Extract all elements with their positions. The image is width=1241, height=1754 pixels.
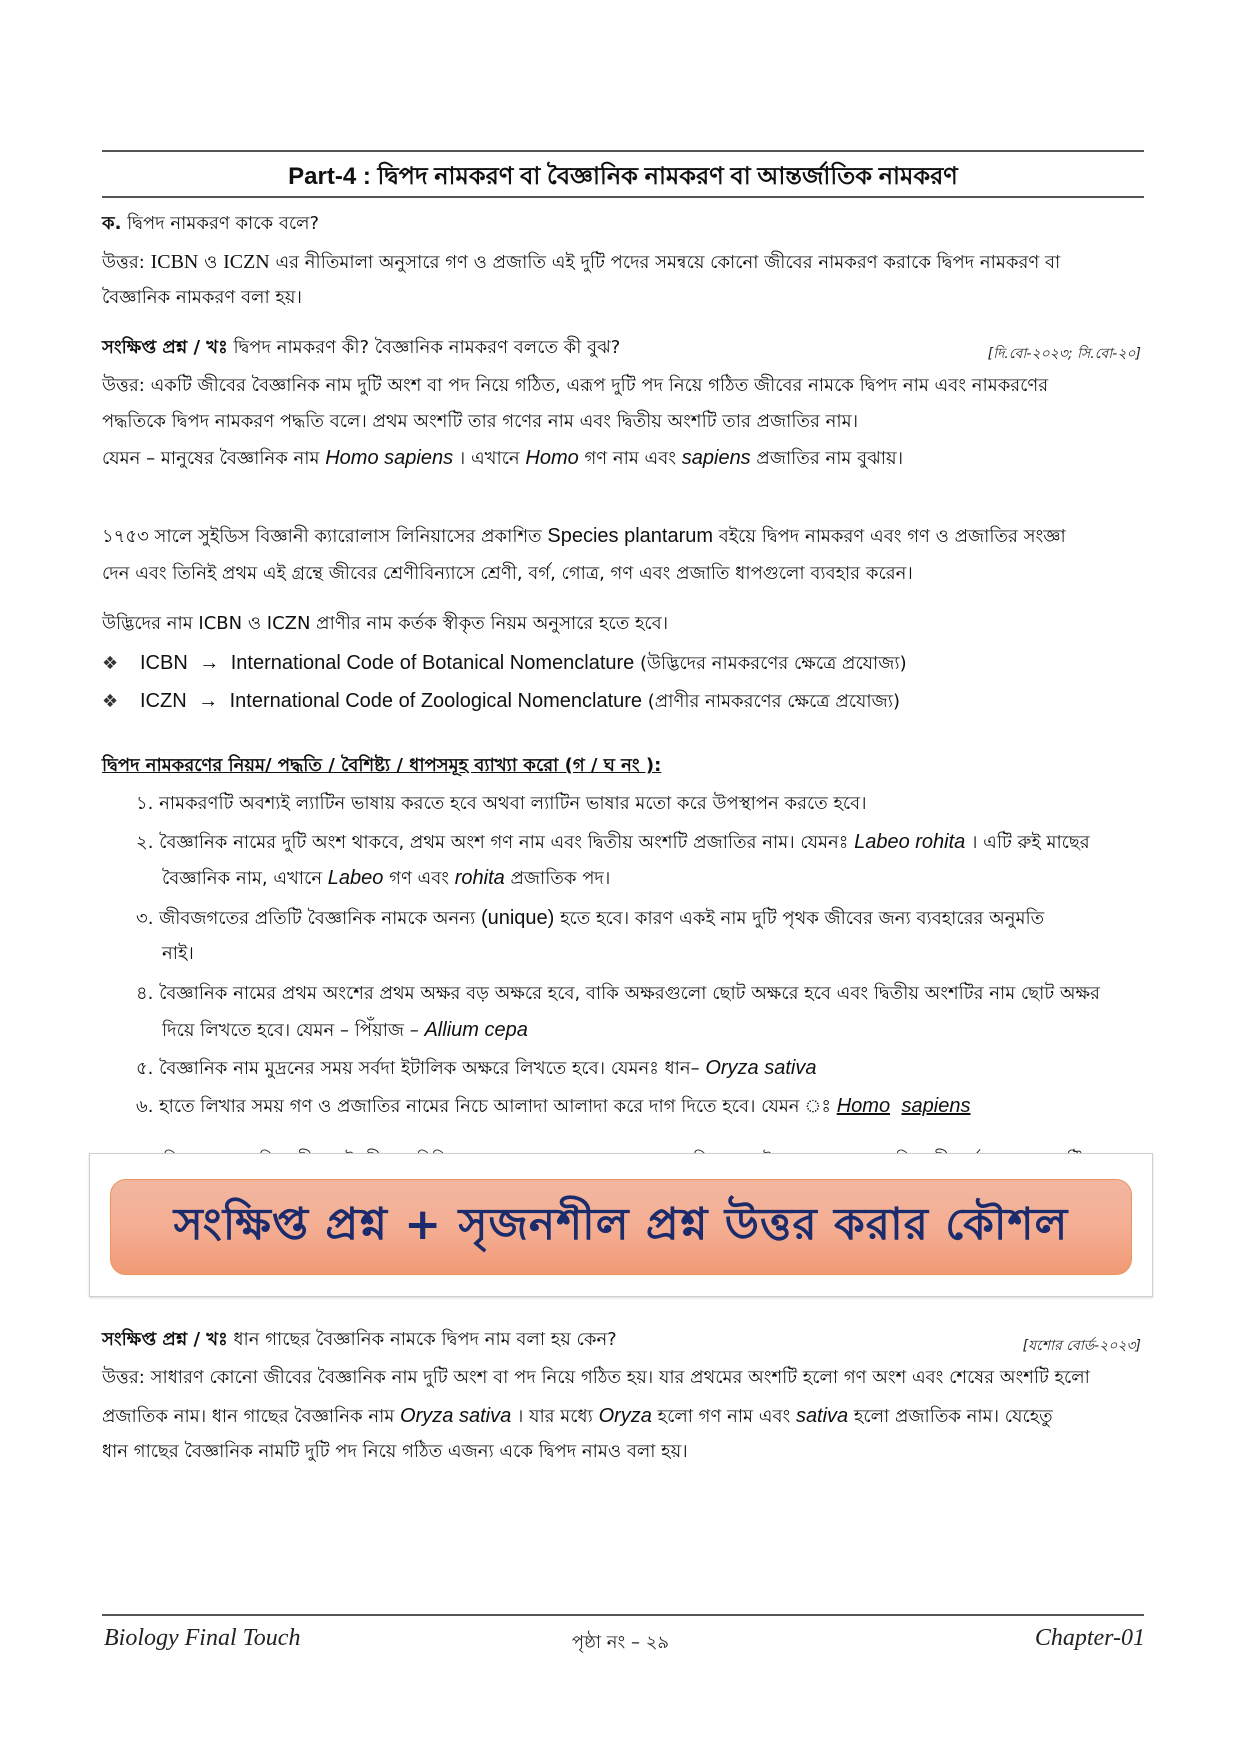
q1-answer-line1 (102, 244, 1142, 281)
code-item-iczn (102, 683, 1142, 720)
history-text: বইয়ে দ্বিপদ নামকরণ এবং গণ ও প্রজাতির সংজ্ঞা (713, 526, 1066, 547)
rule-text: হাতে লিখার সময় গণ ও প্রজাতির নামের নিচে আলাদা আলাদা করে দাগ দিতে হবে। যেমন ঃ (153, 1096, 837, 1117)
q3-question-text: ধান গাছের বৈজ্ঞানিক নামকে দ্বিপদ নাম বলা হয় কেন? (227, 1329, 617, 1350)
q3-answer-line1: উত্তর: সাধারণ কোনো জীবের বৈজ্ঞানিক নাম দুটি অংশ বা পদ নিয়ে গঠিত হয়। যার প্রথমের অংশটি হলো গণ অংশ এবং শেষের অংশটি হলো (102, 1367, 1090, 1388)
example-text: । এখানে (453, 448, 526, 469)
rule-number: ৩. (136, 908, 154, 929)
rule-text: জীবজগতের প্রতিটি বৈজ্ঞানিক নামকে অনন্য (153, 908, 481, 929)
iczn-text: ICZN (223, 251, 270, 273)
rule-number: ৫. (136, 1058, 154, 1079)
rule-text: প্রজাতিক পদ। (504, 868, 611, 889)
rule-text: দিয়ে লিখতে হবে। যেমন – পিঁয়াজ – (162, 1020, 425, 1041)
rule-text: বৈজ্ঞানিক নাম, এখানে (162, 868, 328, 889)
code-note: (প্রাণীর নামকরণের ক্ষেত্রে প্রযোজ্য) (642, 691, 900, 712)
q3-answer-line3: ধান গাছের বৈজ্ঞানিক নামটি দুটি পদ নিয়ে গঠিত এজন্য একে দ্বিপদ নামও বলা হয়। (102, 1441, 688, 1462)
code-full-name: International Code of Zoological Nomenclature (229, 690, 643, 712)
rule-text: । এটি রুই মাছের (965, 832, 1090, 853)
answer-text: হলো গণ নাম এবং (651, 1406, 796, 1427)
rule-3 (102, 900, 1176, 937)
scientific-name: Labeo rohita (854, 831, 966, 853)
q2-citation: [দি.বো-২০২৩; সি.বো-২০] (987, 346, 1141, 362)
unique-text: (unique) (480, 907, 555, 929)
codes-intro: উদ্ভিদের নাম ICBN ও ICZN প্রাণীর নাম কর্তক স্বীকৃত নিয়ম অনুসারে হতে হবে। (102, 613, 669, 634)
connector-text: ও (198, 252, 224, 273)
answer-text: এর নীতিমালা অনুসারে গণ ও প্রজাতি এই দুটি পদের সমন্বয়ে কোনো জীবের নামকরণ করাকে দ্বিপদ নামকরণ বা (269, 252, 1061, 273)
q3-answer-line2 (102, 1398, 1142, 1435)
arrow-icon: → (199, 652, 220, 674)
rule-text: বৈজ্ঞানিক নাম মুদ্রনের সময় সর্বদা ইটালিক অক্ষরে লিখতে হবে। যেমনঃ ধান– (153, 1058, 706, 1079)
rule-text: বৈজ্ঞানিক নামের প্রথম অংশের প্রথম অক্ষর বড় অক্ষরে হবে, বাকি অক্ষরগুলো ছোট অক্ষরে হবে এবং দ্বিতীয় অংশটির নাম ছোট অক্ষর (153, 983, 1100, 1004)
history-line2: দেন এবং তিনিই প্রথম এই গ্রন্থে জীবের শ্রেণীবিন্যাসে শ্রেণী, বর্গ, গোত্র, গণ এবং প্রজাতি ধাপগুলো ব্যবহার করেন। (102, 563, 913, 584)
q1-label: ক. (102, 213, 122, 234)
q2-answer-line1: উত্তর: একটি জীবের বৈজ্ঞানিক নাম দুটি অংশ বা পদ নিয়ে গঠিত, এরূপ দুটি পদ নিয়ে গঠিত জীবের নামকে দ্বিপদ নাম এবং নামকরণের (102, 375, 1049, 396)
footer-book-title: Biology Final Touch (104, 1625, 301, 1651)
title-bottom-rule (102, 196, 1144, 198)
rule-number: ৬. (136, 1096, 154, 1117)
example-text: প্রজাতির নাম বুঝায়। (750, 448, 904, 469)
example-text: যেমন – মানুষের বৈজ্ঞানিক নাম (102, 448, 326, 469)
q2-example (102, 440, 1142, 477)
strategy-banner (110, 1179, 1132, 1275)
q2-label: সংক্ষিপ্ত প্রশ্ন / খঃ (102, 337, 228, 358)
diamond-bullet-icon: ❖ (102, 653, 119, 674)
q1-answer-line2: বৈজ্ঞানিক নামকরণ বলা হয়। (102, 287, 302, 308)
code-note: (উদ্ভিদের নামকরণের ক্ষেত্রে প্রযোজ্য) (634, 653, 907, 674)
rule-number: ১. (136, 793, 154, 814)
genus-name: Homo (525, 447, 579, 469)
scientific-name: Allium cepa (424, 1019, 528, 1041)
scientific-name: Homo sapiens (325, 447, 454, 469)
q2-answer-line2: পদ্ধতিকে দ্বিপদ নামকরণ পদ্ধতি বলে। প্রথম অংশটি তার গণের নাম এবং দ্বিতীয় অংশটি তার প্রজাতির নাম। (102, 411, 859, 432)
genus-name: Homo (836, 1095, 891, 1117)
code-item-icbn (102, 645, 1142, 682)
banner-container (89, 1153, 1153, 1297)
scientific-name: Oryza sativa (400, 1405, 512, 1427)
footer-rule (102, 1614, 1144, 1616)
q1-question (102, 206, 1142, 242)
rule-6 (102, 1088, 1176, 1125)
rule-number: ২. (136, 832, 154, 853)
icbn-text: ICBN (150, 251, 199, 273)
code-abbr: ICBN (140, 652, 188, 674)
rule-2-cont (102, 860, 1202, 897)
q1-question-text: দ্বিপদ নামকরণ কাকে বলে? (121, 213, 320, 234)
history-line1 (102, 518, 1142, 555)
code-full-name: International Code of Botanical Nomenclature (230, 652, 635, 674)
rule-text: গণ এবং (383, 868, 455, 889)
q2-question-text: দ্বিপদ নামকরণ কী? বৈজ্ঞানিক নামকরণ বলতে কী বুঝ? (227, 337, 621, 358)
rule-text: নামকরণটি অবশ্যই ল্যাটিন ভাষায় করতে হবে অথবা ল্যাটিন ভাষার মতো করে উপস্থাপন করতে হবে। (153, 793, 867, 814)
answer-text: প্রজাতিক নাম। ধান গাছের বৈজ্ঞানিক নাম (102, 1406, 401, 1427)
rule-number: ৪. (136, 983, 154, 1004)
banner-text: সংক্ষিপ্ত প্রশ্ন + সৃজনশীল প্রশ্ন উত্তর করার কৌশল (173, 1198, 1069, 1250)
footer-chapter: Chapter-01 (1034, 1625, 1145, 1651)
rule-4-cont (102, 1012, 1202, 1049)
answer-prefix: উত্তর: (102, 252, 151, 273)
footer-page-number: পৃষ্ঠা নং – ২৯ (571, 1632, 670, 1653)
rule-2 (102, 824, 1176, 861)
code-abbr: ICZN (140, 690, 187, 712)
genus-name: Oryza (598, 1405, 652, 1427)
rule-1 (102, 786, 1176, 822)
genus-name: Labeo (327, 867, 384, 889)
rule-4 (102, 976, 1176, 1012)
rules-heading: দ্বিপদ নামকরণের নিয়ম/ পদ্ধতি / বৈশিষ্ট্য / ধাপসমূহ ব্যাখ্যা করো (গ / ঘ নং ): (102, 755, 662, 776)
rule-text: হতে হবে। কারণ একই নাম দুটি পৃথক জীবের জন্য ব্যবহারের অনুমতি (554, 908, 1045, 929)
species-name: sativa (795, 1405, 849, 1427)
q2-question (102, 330, 1142, 366)
species-name: rohita (454, 867, 505, 889)
species-name: sapiens (901, 1095, 971, 1117)
book-title: Species plantarum (547, 525, 714, 547)
q3-label: সংক্ষিপ্ত প্রশ্ন / খঃ (102, 1329, 228, 1350)
page-title: Part-4 : দ্বিপদ নামকরণ বা বৈজ্ঞানিক নামকরণ বা আন্তর্জাতিক নামকরণ (288, 163, 958, 190)
history-text: ১৭৫৩ সালে সুইডিস বিজ্ঞানী ক্যারোলাস লিনিয়াসের প্রকাশিত (102, 526, 548, 547)
species-name: sapiens (681, 447, 751, 469)
rule-3-cont: নাই। (162, 943, 194, 964)
rule-text: বৈজ্ঞানিক নামের দুটি অংশ থাকবে, প্রথম অংশ গণ নাম এবং দ্বিতীয় অংশটি প্রজাতির নাম। যেমনঃ (153, 832, 855, 853)
answer-text: । যার মধ্যে (511, 1406, 599, 1427)
title-top-rule (102, 150, 1144, 152)
scientific-name: Oryza sativa (705, 1057, 817, 1079)
example-text: গণ নাম এবং (578, 448, 682, 469)
arrow-icon: → (198, 690, 219, 712)
answer-text: হলো প্রজাতিক নাম। যেহেতু (848, 1406, 1053, 1427)
q3-question (102, 1322, 1142, 1358)
rule-5 (102, 1050, 1176, 1087)
q3-citation: [যশোর বোর্ড-২০২৩] (1022, 1338, 1141, 1354)
diamond-bullet-icon: ❖ (102, 691, 119, 712)
